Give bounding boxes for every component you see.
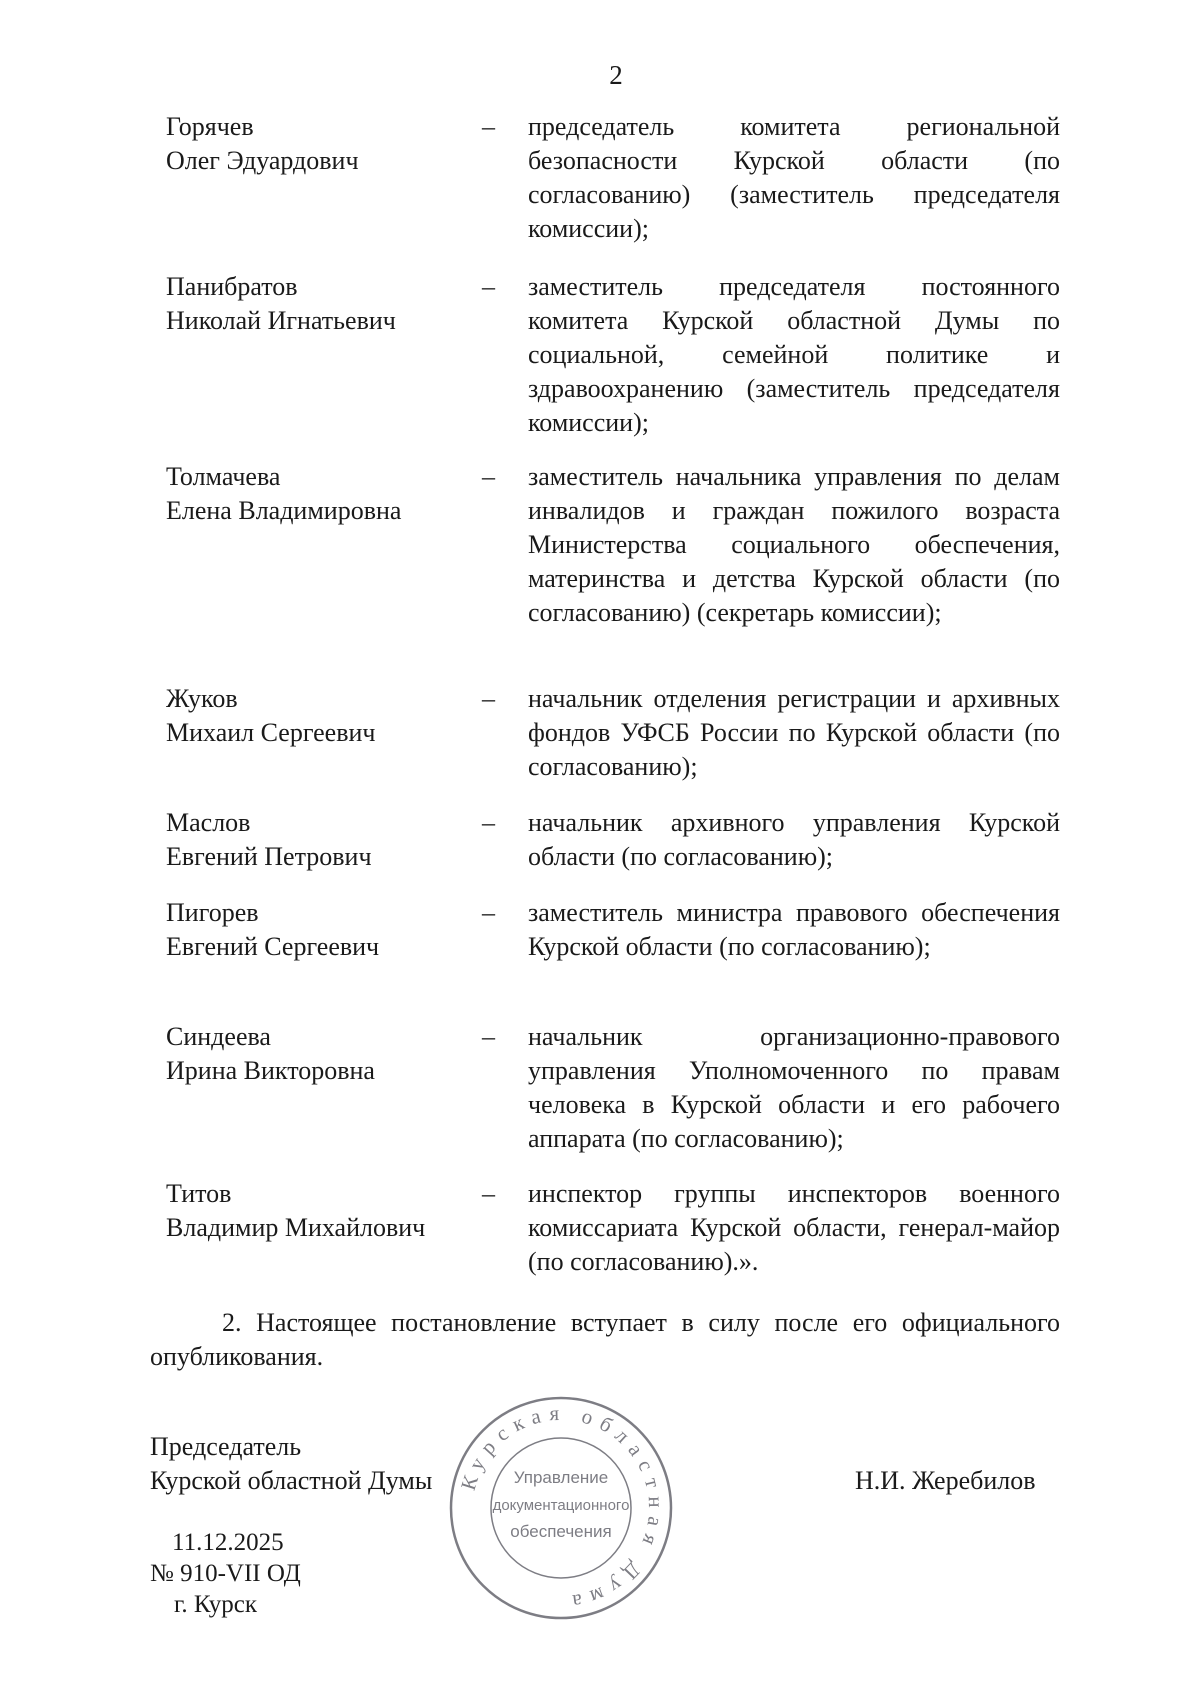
member-given-names: Ирина Викторовна (166, 1056, 375, 1085)
member-surname: Панибратов (166, 272, 298, 301)
page-number: 2 (609, 60, 623, 90)
signatory-title-line: Курской областной Думы (150, 1466, 433, 1495)
member-name (166, 1020, 466, 1088)
member-name (166, 110, 466, 178)
member-role: председатель комитета региональной безопасности Курской области (по согласованию) (заместитель председателя комиссии); (528, 112, 1060, 243)
stamp-center-line-2: документационного (492, 1497, 630, 1514)
member-name (166, 896, 466, 964)
member-dash: – (482, 112, 495, 141)
member-given-names: Николай Игнатьевич (166, 306, 396, 335)
signatory-name: Н.И. Жеребилов (855, 1466, 1036, 1495)
member-role: инспектор группы инспекторов военного комиссариата Курской области, генерал-майор (по согласованию).». (528, 1179, 1060, 1276)
member-given-names: Елена Владимировна (166, 496, 402, 525)
member-surname: Пигорев (166, 898, 259, 927)
member-given-names: Владимир Михайлович (166, 1213, 426, 1242)
member-role: заместитель председателя постоянного комитета Курской областной Думы по социальной, семейной политике и здравоохранению (заместитель председателя комиссии); (528, 272, 1060, 437)
member-name (166, 460, 466, 528)
stamp-center-line-1: Управление (513, 1468, 609, 1487)
member-given-names: Олег Эдуардович (166, 146, 359, 175)
member-surname: Горячев (166, 112, 254, 141)
member-dash: – (482, 462, 495, 491)
member-role: заместитель начальника управления по делам инвалидов и граждан пожилого возраста Министерства социального обеспечения, материнства и детства Курской области (по согласованию) (секретарь комиссии); (528, 462, 1060, 627)
member-dash: – (482, 1179, 495, 1208)
member-name (166, 806, 466, 874)
member-surname: Синдеева (166, 1022, 271, 1051)
member-given-names: Евгений Сергеевич (166, 932, 380, 961)
member-role: начальник организационно-правового управления Уполномоченного по правам человека в Курской области и его рабочего аппарата (по согласованию); (528, 1022, 1060, 1153)
member-surname: Титов (166, 1179, 232, 1208)
member-name (166, 682, 466, 750)
clause-effective-date: 2. Настоящее постановление вступает в силу после его официального опубликования. (150, 1308, 1060, 1371)
member-name (166, 270, 466, 338)
member-name (166, 1177, 466, 1245)
member-role: заместитель министра правового обеспечения Курской области (по согласованию); (528, 898, 1060, 961)
member-given-names: Евгений Петрович (166, 842, 372, 871)
official-stamp (448, 1395, 674, 1621)
member-dash: – (482, 684, 495, 713)
member-surname: Жуков (166, 684, 238, 713)
stamp-ring-text-path: Курская областная Дума (455, 1400, 669, 1616)
member-dash: – (482, 808, 495, 837)
document-city: г. Курск (174, 1591, 257, 1618)
member-surname: Толмачева (166, 462, 281, 491)
document-date: 11.12.2025 (172, 1529, 284, 1556)
member-given-names: Михаил Сергеевич (166, 718, 376, 747)
stamp-center-line-3: обеспечения (510, 1522, 612, 1541)
member-role: начальник архивного управления Курской области (по согласованию); (528, 808, 1060, 871)
member-surname: Маслов (166, 808, 251, 837)
member-role: начальник отделения регистрации и архивных фондов УФСБ России по Курской области (по согласованию); (528, 684, 1060, 781)
signatory-title (150, 1430, 432, 1498)
member-dash: – (482, 898, 495, 927)
signatory-title-line: Председатель (150, 1432, 302, 1461)
member-dash: – (482, 1022, 495, 1051)
document-number: № 910-VII ОД (150, 1560, 301, 1587)
member-dash: – (482, 272, 495, 301)
